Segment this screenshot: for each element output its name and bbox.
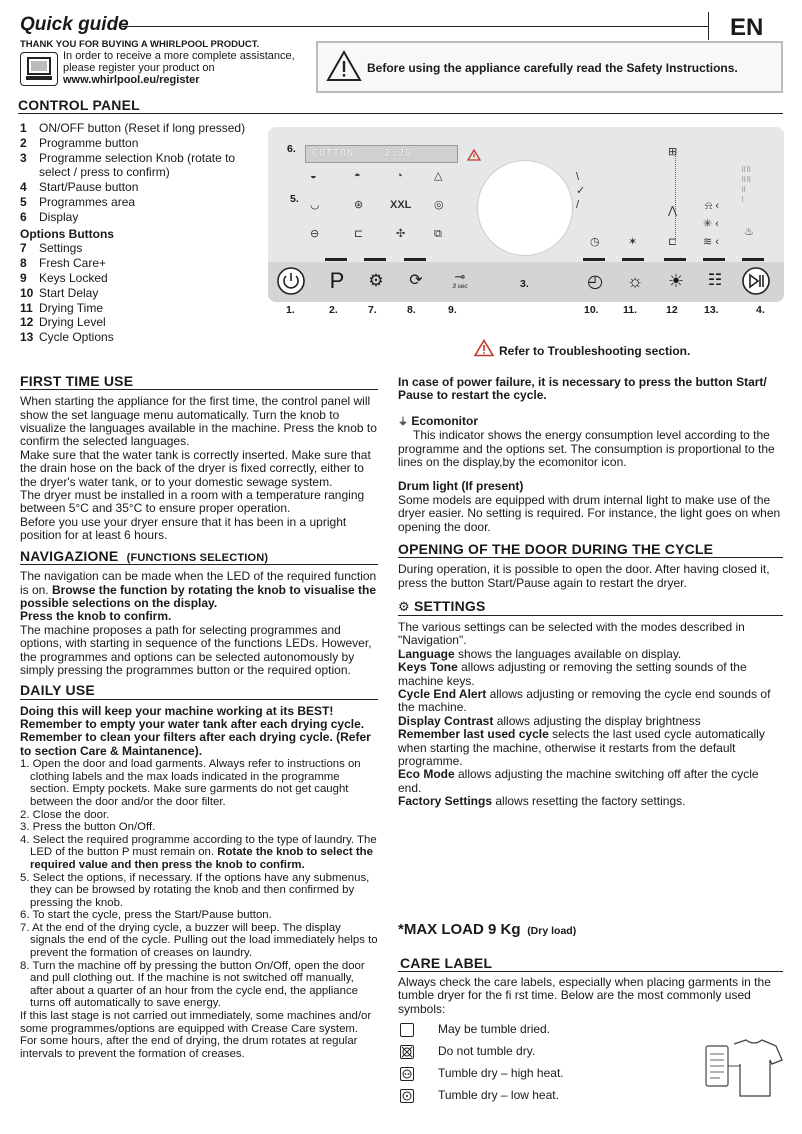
synthetic-icon: ◓ xyxy=(354,170,361,182)
spark-icon: ✶ xyxy=(628,236,638,248)
navigation-heading: NAVIGAZIONE (FUNCTIONS SELECTION) xyxy=(20,548,378,566)
led-bar xyxy=(742,258,764,261)
label-7: 7. xyxy=(368,304,377,316)
label-8: 8. xyxy=(407,304,416,316)
troubleshooting-note: Refer to Troubleshooting section. xyxy=(499,344,691,358)
steam-icon: ≋ ‹ xyxy=(703,236,719,248)
list-item: 4 Start/Pause button xyxy=(20,180,139,195)
led-bar xyxy=(325,258,347,261)
daily-use-tail: If this last stage is not carried out immediately, some machines and/or some programmes/options are equipped with Crease Care system. For some hours, after the end of drying, the drum rotates at regular intervals to prevent the formation of creases. xyxy=(20,1010,372,1060)
wool-icon: ⊛ xyxy=(354,199,364,211)
fresh-care-button[interactable] xyxy=(399,266,433,296)
first-time-use-p1: When starting the appliance for the first time, the control panel will show the set language menu automatically. Turn the knob to visualize the languages available in the machine. Press the knob to confirm the selected languages. xyxy=(20,394,377,449)
settings-icon: ⚙ xyxy=(368,271,384,291)
computer-icon xyxy=(20,52,58,86)
care-label-heading: CARE LABEL xyxy=(398,955,783,972)
crossed-circle-icon xyxy=(400,1045,414,1059)
led-bar xyxy=(622,258,644,261)
list-item: Tumble dry – high heat. xyxy=(400,1063,660,1085)
drum-light-block xyxy=(398,480,783,534)
first-time-use-p4: Before you use your dryer ensure that it has been in a upright position for at least 6 hours. xyxy=(20,514,347,543)
baby-icon: ◡ xyxy=(310,199,320,211)
list-item: 13 Cycle Options xyxy=(20,330,114,345)
list-item: 12 Drying Level xyxy=(20,315,106,330)
list-item: 9 Keys Locked xyxy=(20,270,108,285)
key-icon: ⊸ xyxy=(454,269,466,285)
shirt-care-label-icon xyxy=(700,1036,784,1102)
register-url[interactable]: www.whirlpool.eu/register xyxy=(63,74,200,86)
settings-item: Display Contrast allows adjusting the display brightness xyxy=(398,713,701,728)
care-label-intro: Always check the care labels, especially when placing garments in the tumble dryer for the fi rst time. Below are the most commonly used symbols: xyxy=(398,975,771,1016)
label-1: 1. xyxy=(286,304,295,316)
step-3: 3. Press the button On/Off. xyxy=(20,821,156,834)
settings-heading: ⚙ SETTINGS xyxy=(398,598,783,616)
title-rule-tick xyxy=(708,12,709,40)
cycle-options-button[interactable] xyxy=(698,266,732,296)
door-opening-text: During operation, it is possible to open the door. After having closed it, press the button Start/Pause again to restart the dryer. xyxy=(398,562,770,590)
register-line-2: please register your product on xyxy=(63,62,215,74)
label-10: 10. xyxy=(584,304,599,316)
register-line-1: In order to receive a more complete assistance, xyxy=(63,50,295,62)
navigation-p3: The machine proposes a path for selecting programmes and options, with starting in sequence of the functions LEDs. However, the programmes and options can be selected autonomously by simply pressing the programmes button or the required option. xyxy=(20,622,372,678)
list-item: 1 ON/OFF button (Reset if long pressed) xyxy=(20,121,246,135)
list-item: 6 Display xyxy=(20,209,79,224)
drum-light-heading: Drum light (If present) xyxy=(398,479,524,494)
delicate-icon: △ xyxy=(434,170,443,182)
label-12: 12 xyxy=(666,304,678,316)
ecomonitor-bars: ⠿⠿ ⠿⠿ ⠿ ⠇ xyxy=(741,167,752,204)
fan-icon: ✣ xyxy=(396,228,406,240)
fresh-care-icon: ⟳ xyxy=(409,271,423,289)
quick-icon: ◎ xyxy=(434,199,444,211)
list-item: 2 Programme button xyxy=(20,135,139,150)
list-item: May be tumble dried. xyxy=(400,1019,660,1041)
ecomonitor-plug-icon: ⏚ xyxy=(398,416,408,428)
control-panel-list xyxy=(20,121,260,345)
ecomonitor-icon: ♨ xyxy=(744,226,754,238)
step-7: 7. At the end of the drying cycle, a buzzer will beep. The display signals the end of the cycle. Pulling out the load immediately helps to prevent the formation of creases on laundry. xyxy=(20,921,378,960)
label-11: 11. xyxy=(623,304,638,316)
navigation-p1: The navigation can be made when the LED of the required function is on. Browse the function by rotating the knob to visualise the possible selections on the display. xyxy=(20,569,377,611)
settings-item: Remember last used cycle selects the last used cycle automatically when starting the machine, otherwise it restarts from the default programme. xyxy=(398,727,765,768)
safety-note: Before using the appliance carefully read the Safety Instructions. xyxy=(367,61,738,75)
programme-icons xyxy=(310,170,470,245)
daily-use-intro: Doing this will keep your machine working at its BEST! Remember to empty your water tank after each drying cycle. Remember to clean your filters after each drying cycle. (Refer to section Care & Maintanence). xyxy=(20,703,371,758)
label-4: 4. xyxy=(756,304,765,316)
drying-time-button[interactable] xyxy=(618,266,652,296)
label-2: 2. xyxy=(329,304,338,316)
list-item: 10 Start Delay xyxy=(20,285,99,300)
navigation-p2: Press the knob to confirm. xyxy=(20,609,172,624)
ecomonitor-block xyxy=(398,415,783,470)
step-2: 2. Close the door. xyxy=(20,808,110,821)
list-item: 5 Programmes area xyxy=(20,194,136,209)
label-3: 3. xyxy=(520,278,529,290)
step-5: 5. Select the options, if necessary. If the options have any submenus, they can be browsed by rotating the knob and then confirmed by pressing the knob. xyxy=(20,871,370,909)
daily-use-steps xyxy=(20,758,378,1010)
display-time: 2:20 xyxy=(384,148,413,160)
step-6: 6. To start the cycle, press the Start/Pause button. xyxy=(20,909,272,922)
hanger-icon: ⋀ xyxy=(668,205,678,217)
xxl-icon: XXL xyxy=(390,199,412,211)
drying-time-icon: ☼ xyxy=(626,270,644,291)
options-heading: Options Buttons xyxy=(20,226,114,241)
list-item: Do not tumble dry. xyxy=(400,1041,660,1063)
label-13: 13. xyxy=(704,304,719,316)
settings-heading-icon: ⚙ xyxy=(398,598,410,614)
start-delay-icon: ◴ xyxy=(587,270,603,291)
settings-intro: The various settings can be selected with the modes described in "Navigation". xyxy=(398,619,745,648)
programme-knob[interactable] xyxy=(477,160,573,256)
label-9: 9. xyxy=(448,304,457,316)
thanks-text: THANK YOU FOR BUYING A WHIRLPOOL PRODUCT. xyxy=(20,39,260,50)
mix-icon: ⧉ xyxy=(434,228,442,240)
control-panel-heading: CONTROL PANEL xyxy=(18,97,783,114)
two-dots-icon xyxy=(400,1067,414,1081)
settings-item: Eco Mode allows adjusting the machine switching off after the cycle end. xyxy=(398,767,759,795)
settings-item: Language shows the languages available on display. xyxy=(398,646,682,661)
power-failure-note: In case of power failure, it is necessary to press the button Start/ Pause to restart the cycle. xyxy=(398,375,767,403)
led-bar xyxy=(404,258,426,261)
ecomonitor-text: This indicator shows the energy consumption level according to the programme and the options set. The consumption is proportional to the lines on the display,by the ecomonitor icon. xyxy=(398,428,775,470)
troubleshooting-warning-icon xyxy=(474,339,494,357)
label-5: 5. xyxy=(290,193,299,205)
settings-item: Factory Settings allows resetting the factory settings. xyxy=(398,794,686,809)
iron-dry-icon: ⊏ xyxy=(668,236,678,248)
iron-icon: ⊏ xyxy=(354,228,364,240)
led-bar xyxy=(583,258,605,261)
step-1: 1. Open the door and load garments. Always refer to instructions on clothing labels and the max loads indicated in the programme section. Empty pockets. Make sure garments do not get caught between the door and/or the door filter. xyxy=(20,758,361,808)
list-item: 3 Programme selection Knob (rotate to select / press to confirm) xyxy=(20,150,236,180)
ecomonitor-heading: ⏚ Ecomonitor xyxy=(398,413,479,428)
first-time-use-p3: The dryer must be installed in a room with a temperature ranging between 5°C and 35°C to ensure proper operation. xyxy=(20,487,365,516)
alarm-icon xyxy=(467,149,481,161)
mixed-icon: ◔ xyxy=(396,170,403,182)
led-bar xyxy=(664,258,686,261)
knob-arc-marks: \ ✓ / xyxy=(576,171,586,211)
start-delay-button[interactable] xyxy=(578,266,612,296)
list-item: Tumble dry – low heat. xyxy=(400,1085,660,1107)
daily-use-heading: DAILY USE xyxy=(20,682,378,699)
max-load: *MAX LOAD 9 Kg (Dry load) xyxy=(398,921,577,938)
display xyxy=(305,145,458,163)
drying-level-icon: ☀ xyxy=(667,270,685,291)
language-code: EN xyxy=(730,14,764,41)
care-symbols xyxy=(400,1019,660,1107)
small-clock-icon: ◷ xyxy=(590,236,600,248)
step-4: 4. Select the required programme according to the type of laundry. The LED of the button P must remain on. Rotate the knob to select the required value and then press the knob to confirm. xyxy=(20,833,377,871)
list-item: 11 Drying Time xyxy=(20,300,104,315)
led-bar xyxy=(703,258,725,261)
label-6: 6. xyxy=(287,143,296,155)
warning-icon xyxy=(326,49,362,83)
safety-box xyxy=(316,41,783,93)
drum-light-text: Some models are equipped with drum internal light to make use of the dryer easier. No setting is required. For instance, the light goes on when opening the door. xyxy=(398,492,781,534)
settings-item: Cycle End Alert allows adjusting or removing the cycle end sounds of the machine. xyxy=(398,686,771,715)
led-bar xyxy=(364,258,386,261)
shirts-icon: ⊖ xyxy=(310,228,320,240)
bell-icon: ⍾ ‹ xyxy=(705,200,720,212)
page-title: Quick guide xyxy=(20,14,129,35)
programme-button[interactable]: P xyxy=(329,268,345,294)
title-rule xyxy=(122,26,708,27)
door-opening-heading: OPENING OF THE DOOR DURING THE CYCLE xyxy=(398,541,783,558)
light-icon: ✳ ‹ xyxy=(703,218,719,230)
on-off-button[interactable] xyxy=(274,266,308,296)
first-time-use-p2: Make sure that the water tank is correctly inserted. Make sure that the drain hose on the back of the dryer is fixed correctly, either to the dryer's water tank, or to your domestic sewage system. xyxy=(20,447,371,489)
drying-level-indicators xyxy=(675,148,689,243)
list-item: 8 Fresh Care+ xyxy=(20,256,107,271)
keys-locked-button[interactable] xyxy=(440,266,480,296)
display-programme: COTTON xyxy=(312,148,355,160)
first-time-use-heading: FIRST TIME USE xyxy=(20,373,378,390)
settings-button[interactable] xyxy=(359,266,393,296)
cycle-options-icon: ☷ xyxy=(707,271,723,289)
one-dot-icon xyxy=(400,1089,414,1103)
cupboard-icon: ⊞ xyxy=(668,146,678,158)
settings-item: Keys Tone allows adjusting or removing the setting sounds of the machine keys. xyxy=(398,660,747,688)
keys-locked-hint: 3 sec xyxy=(452,283,468,291)
square-icon xyxy=(400,1023,414,1037)
cotton-icon: ◒ xyxy=(310,170,317,182)
step-8: 8. Turn the machine off by pressing the button On/Off, open the door and pull clothing out. If the machine is not switched off manually, after about a quarter of an hour from the cycle end, the appliance turns off automatically to save energy. xyxy=(20,959,365,1010)
start-pause-button[interactable] xyxy=(738,266,774,296)
list-item: 7 Settings xyxy=(20,241,83,256)
drying-level-button[interactable] xyxy=(659,266,693,296)
